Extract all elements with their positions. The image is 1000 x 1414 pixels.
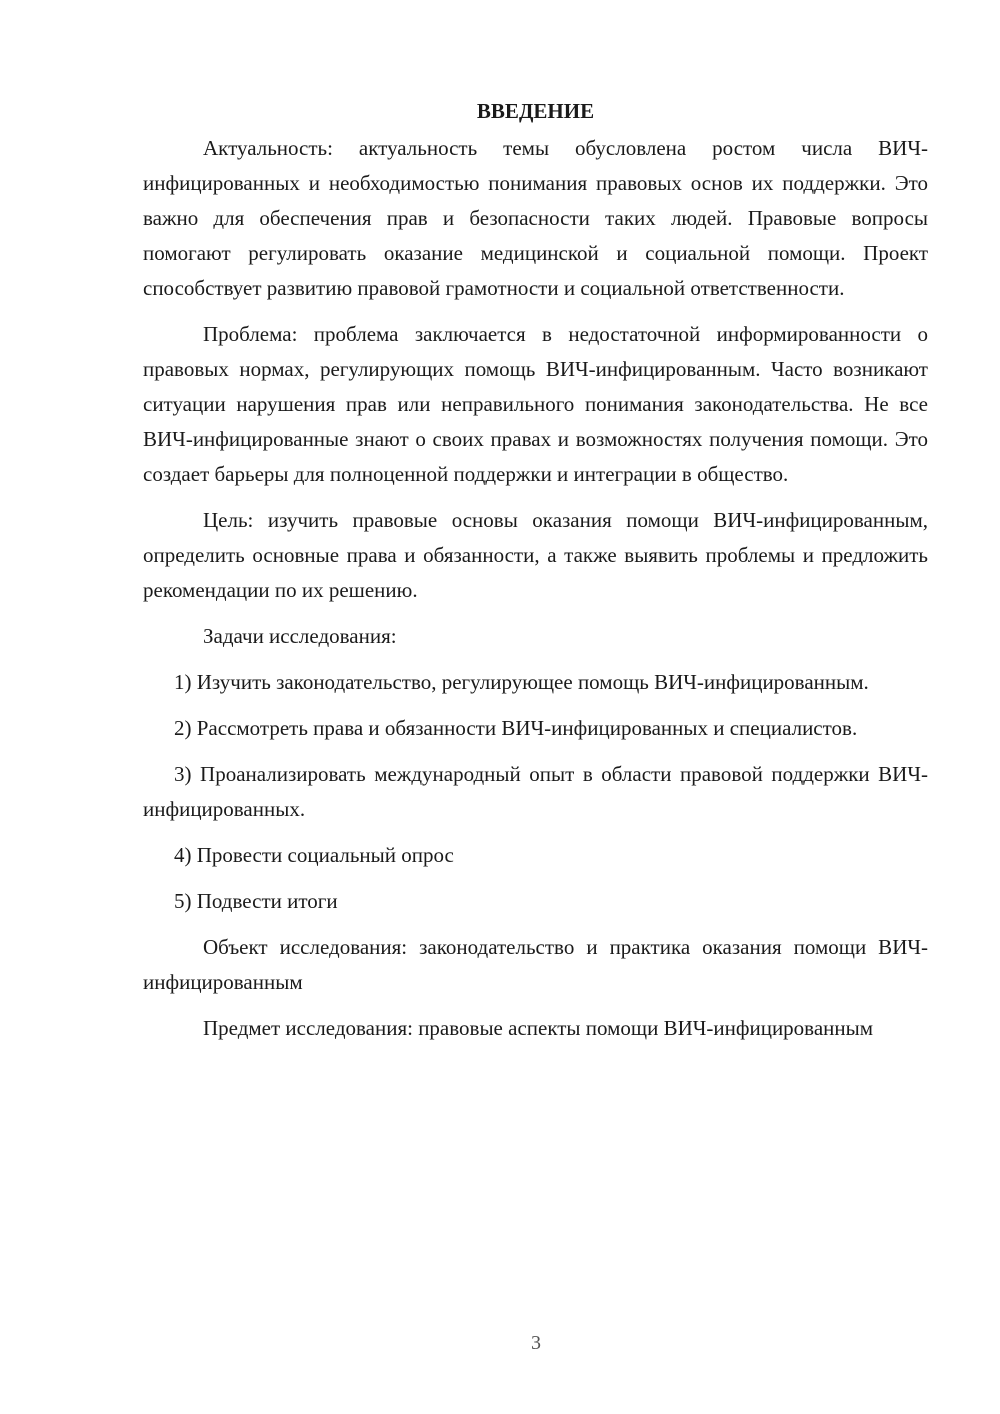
goal-paragraph: Цель: изучить правовые основы оказания помощи ВИЧ-инфицированным, определить основные права и обязанности, а также выявить проблемы и предложить рекомендации по их решению. bbox=[143, 508, 928, 602]
page-title: ВВЕДЕНИЕ bbox=[476, 99, 595, 123]
task-item: 3) Проанализировать международный опыт в области правовой поддержки ВИЧ-инфицированных. bbox=[143, 762, 928, 821]
research-object-paragraph: Объект исследования: законодательство и практика оказания помощи ВИЧ-инфицированным bbox=[143, 935, 928, 994]
task-item: 4) Провести социальный опрос bbox=[174, 843, 454, 867]
task-item: 5) Подвести итоги bbox=[174, 889, 338, 913]
page-number: 3 bbox=[531, 1332, 541, 1354]
task-item: 2) Рассмотреть права и обязанности ВИЧ-инфицированных и специалистов. bbox=[174, 716, 858, 740]
document-page bbox=[143, 94, 928, 1057]
relevance-paragraph: Актуальность: актуальность темы обусловлена ростом числа ВИЧ-инфицированных и необходимостью понимания правовых основ их поддержки. Это важно для обеспечения прав и безопасности таких людей. Правовые вопросы помогают регулировать оказание медицинской и социальной помощи. Проект способствует развитию правовой грамотности и социальной ответственности. bbox=[143, 136, 928, 300]
tasks-heading: Задачи исследования: bbox=[203, 624, 397, 648]
research-subject-paragraph: Предмет исследования: правовые аспекты помощи ВИЧ-инфицированным bbox=[203, 1016, 874, 1040]
task-item: 1) Изучить законодательство, регулирующее помощь ВИЧ-инфицированным. bbox=[174, 670, 869, 694]
problem-paragraph: Проблема: проблема заключается в недостаточной информированности о правовых нормах, регулирующих помощь ВИЧ-инфицированным. Часто возникают ситуации нарушения прав или неправильного понимания законодательства. Не все ВИЧ-инфицированные знают о своих правах и возможностях получения помощи. Это создает барьеры для полноценной поддержки и интеграции в общество. bbox=[143, 322, 928, 486]
